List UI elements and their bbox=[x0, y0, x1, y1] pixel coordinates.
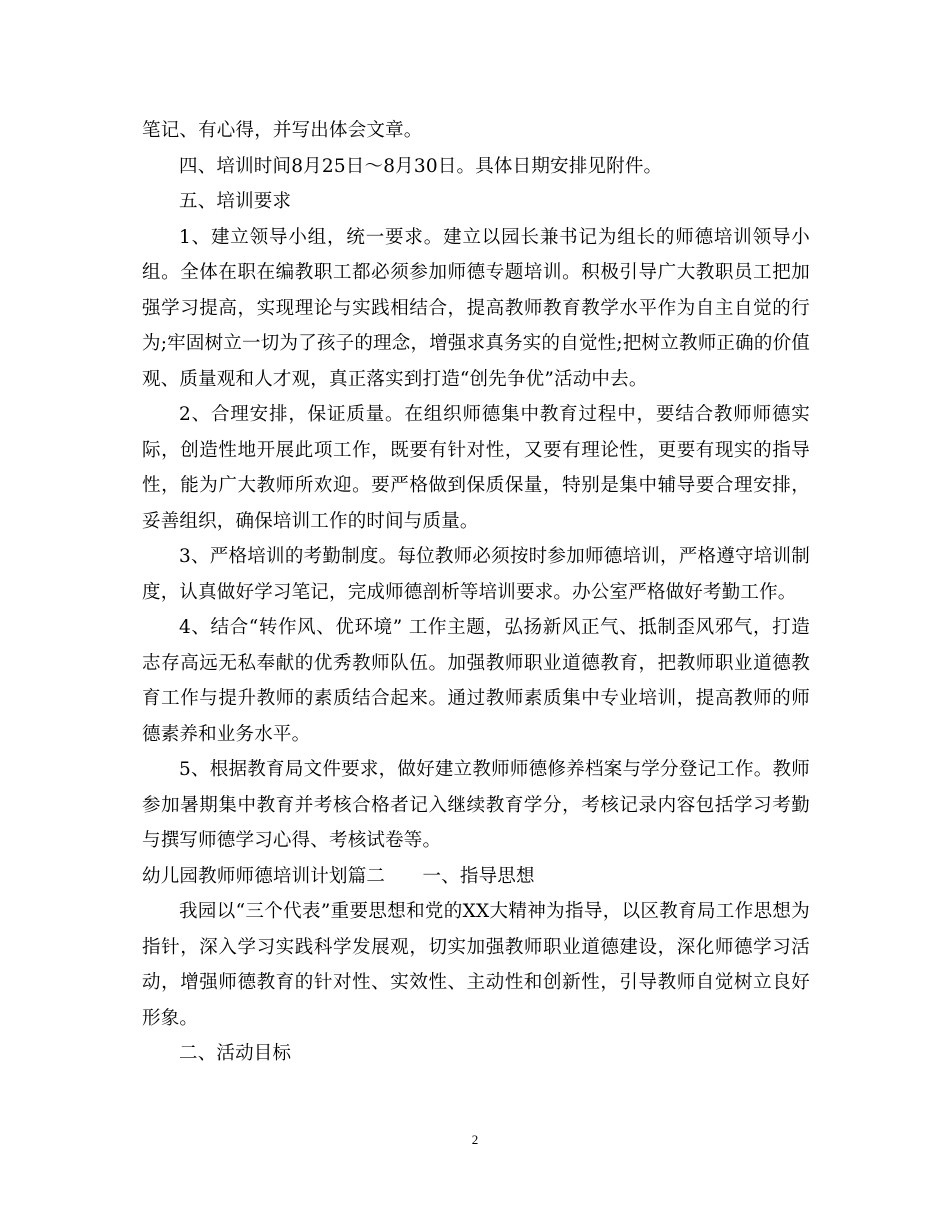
paragraph: 我园以“三个代表”重要思想和党的XX大精神为指导，以区教育局工作思想为指针，深入学习实践科学发展观，切实加强教师职业道德建设，深化师德学习活动，增强师德教育的针对性、实效性、主动性和创新性，引导教师自觉树立良好形象。 bbox=[142, 901, 810, 1029]
section-heading: 五、培训要求 bbox=[179, 191, 292, 212]
paragraph: 1、建立领导小组，统一要求。建立以园长兼书记为组长的师德培训领导小组。全体在职在编教职工都必须参加师德专题培训。积极引导广大教职员工把加强学习提高，实现理论与实践相结合，提高教师教育教学水平作为自主自觉的行为;牢固树立一切为了孩子的理念，增强求真务实的自觉性;把树立教师正确的价值观、质量观和人才观，真正落实到打造“创先争优”活动中去。 bbox=[142, 226, 810, 390]
paragraph: 笔记、有心得，并写出体会文章。 bbox=[142, 120, 423, 141]
page-number: 2 bbox=[471, 1132, 479, 1147]
paragraph: 四、培训时间8月25日～8月30日。具体日期安排见附件。 bbox=[179, 155, 663, 177]
paragraph: 4、结合“转作风、优环境” 工作主题，弘扬新风正气、抵制歪风邪气，打造志存高远无私奉献的优秀教师队伍。加强教师职业道德教育，把教师职业道德教育工作与提升教师的素质结合起来。通过教师素质集中专业培训，提高教师的师德素养和业务水平。 bbox=[142, 617, 810, 745]
section-heading: 二、活动目标 bbox=[179, 1043, 292, 1064]
paragraph: 3、严格培训的考勤制度。每位教师必须按时参加师德培训，严格遵守培训制度，认真做好学习笔记，完成师德剖析等培训要求。办公室严格做好考勤工作。 bbox=[142, 546, 810, 603]
article-title-line: 幼儿园教师师德培训计划篇二 一、指导思想 bbox=[142, 865, 535, 887]
paragraph: 2、合理安排，保证质量。在组织师德集中教育过程中，要结合教师师德实际，创造性地开展此项工作，既要有针对性，又要有理论性，更要有现实的指导性，能为广大教师所欢迎。要严格做到保质保量，特别是集中辅导要合理安排，妥善组织，确保培训工作的时间与质量。 bbox=[142, 404, 810, 532]
paragraph: 5、根据教育局文件要求，做好建立教师师德修养档案与学分登记工作。教师参加暑期集中教育并考核合格者记入继续教育学分，考核记录内容包括学习考勤与撰写师德学习心得、考核试卷等。 bbox=[142, 759, 810, 851]
document-body bbox=[142, 113, 810, 1072]
